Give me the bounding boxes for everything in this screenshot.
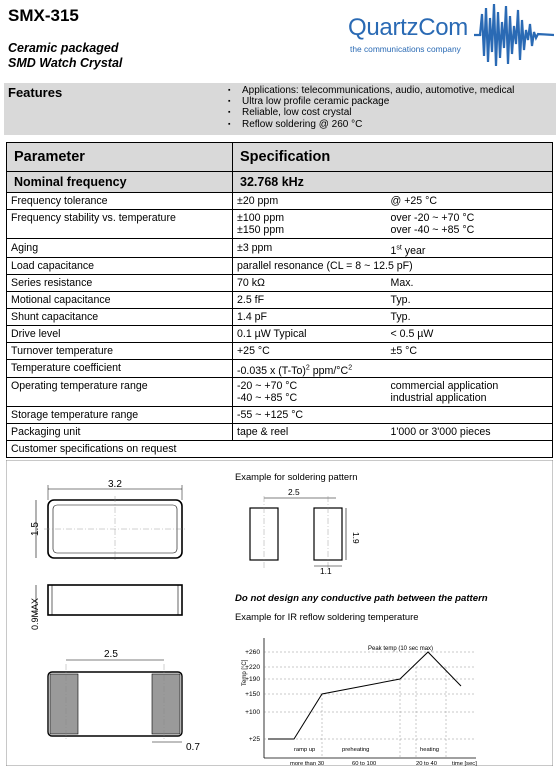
note-line: over -20 ~ +70 °C (390, 212, 475, 224)
table-footer-row (7, 440, 553, 457)
value-cell (233, 360, 553, 378)
reflow-axis-label: Temp [°C] (242, 659, 248, 686)
feature-item: ▪ Reliable, low cost crystal (228, 107, 514, 118)
value-cell: 0.1 µW Typical (233, 326, 387, 343)
feature-item: ▪ Reflow soldering @ 260 °C (228, 119, 514, 130)
param-cell: Shunt capacitance (7, 309, 233, 326)
dim-pad-span: 2.5 (104, 649, 118, 660)
header-specification: Specification (233, 143, 553, 172)
tick-220: +220 (245, 664, 260, 671)
nominal-label: Nominal frequency (7, 172, 233, 193)
subtitle-line-2: SMD Watch Crystal (8, 56, 123, 70)
aging-note: 1st year (390, 244, 426, 257)
note-line: commercial application (390, 379, 499, 392)
note-cell (387, 210, 553, 239)
value-line: ±100 ppm (237, 212, 285, 224)
dim-length: 3.2 (108, 479, 122, 490)
note-cell: Typ. (387, 292, 553, 309)
feature-item: ▪ Ultra low profile ceramic package (228, 96, 514, 107)
solder-span-dim: 2.5 (288, 487, 300, 497)
dim-height: 0.9MAX (30, 597, 40, 630)
note-cell: Typ. (387, 309, 553, 326)
nominal-frequency-row (7, 172, 553, 193)
phase-heating: heating (420, 747, 440, 753)
value-cell: 2.5 fF (233, 292, 387, 309)
param-cell: Packaging unit (7, 423, 233, 440)
param-cell: Series resistance (7, 275, 233, 292)
mechanical-drawings (6, 460, 553, 766)
table-row (7, 377, 553, 406)
param-cell: Turnover temperature (7, 343, 233, 360)
table-row (7, 360, 553, 378)
value-cell (233, 210, 387, 239)
footer-note: Customer specifications on request (7, 440, 553, 457)
value-cell (233, 377, 387, 406)
dim-pad: 0.7 (186, 742, 200, 753)
table-row (7, 210, 553, 239)
tick-260: +260 (245, 649, 260, 656)
reflow-title: Example for IR reflow soldering temperature (235, 611, 419, 622)
table-row (7, 343, 553, 360)
note-cell (387, 377, 553, 406)
note-cell (387, 406, 553, 423)
table-row (7, 193, 553, 210)
solder-height-dim: 1.9 (351, 532, 361, 544)
time-preheat: 60 to 100 (352, 761, 377, 766)
param-cell: Drive level (7, 326, 233, 343)
conductive-path-warning: Do not design any conductive path between the pattern (235, 593, 488, 604)
time-ramp: more than 30 (290, 761, 325, 766)
logo-tagline: the communications company (350, 44, 461, 54)
product-subtitle (8, 41, 122, 71)
note-line: industrial application (390, 392, 487, 405)
value-line: ±150 ppm (237, 224, 285, 237)
logo-name: QuartzCom (348, 14, 468, 41)
nominal-value: 32.768 kHz (233, 172, 553, 193)
value-line: -40 ~ +85 °C (237, 392, 298, 405)
table-header-row (7, 143, 553, 172)
param-cell: Motional capacitance (7, 292, 233, 309)
value-cell: +25 °C (233, 343, 387, 360)
tick-100: +100 (245, 709, 260, 716)
param-cell: Operating temperature range (7, 377, 233, 406)
tick-25: +25 (248, 736, 260, 743)
tick-190: +190 (245, 676, 260, 683)
note-cell: 1'000 or 3'000 pieces (387, 423, 553, 440)
table-row (7, 258, 553, 275)
phase-preheating: preheating (342, 747, 370, 753)
solder-pattern-title: Example for soldering pattern (235, 471, 358, 482)
note-cell (387, 239, 553, 258)
value-cell: ±20 ppm (233, 193, 387, 210)
model-number: SMX-315 (8, 6, 79, 25)
note-cell: ±5 °C (387, 343, 553, 360)
feature-item: ▪ Applications: telecommunications, audio, automotive, medical (228, 85, 514, 96)
solder-pad-dim: 1.1 (320, 566, 332, 576)
tick-150: +150 (245, 691, 260, 698)
table-row (7, 239, 553, 258)
value-cell: -55 ~ +125 °C (233, 406, 387, 423)
time-heating: 20 to 40 (416, 761, 437, 766)
param-cell: Aging (7, 239, 233, 258)
note-cell: < 0.5 µW (387, 326, 553, 343)
table-row (7, 275, 553, 292)
table-row (7, 326, 553, 343)
value-cell: parallel resonance (CL = 8 ~ 12.5 pF) (233, 258, 553, 275)
time-axis-label: time [sec] (452, 761, 477, 766)
value-cell: ±3 ppm (233, 239, 387, 258)
subtitle-line-1: Ceramic packaged (8, 41, 119, 55)
value-line: -20 ~ +70 °C (237, 379, 298, 392)
reflow-peak-label: Peak temp (10 sec max) (368, 646, 434, 652)
param-cell: Temperature coefficient (7, 360, 233, 378)
header-parameter: Parameter (7, 143, 233, 172)
table-row (7, 423, 553, 440)
dim-width: 1.5 (30, 522, 41, 536)
table-row (7, 309, 553, 326)
value-cell: 1.4 pF (233, 309, 387, 326)
value-cell: 70 kΩ (233, 275, 387, 292)
waveform-logo-icon (474, 4, 554, 66)
param-cell: Frequency tolerance (7, 193, 233, 210)
note-cell: Max. (387, 275, 553, 292)
note-cell: @ +25 °C (387, 193, 553, 210)
table-row (7, 406, 553, 423)
features-list (228, 85, 514, 130)
phase-ramp-up: ramp up (294, 747, 316, 753)
note-line: over -40 ~ +85 °C (390, 224, 475, 237)
table-row (7, 292, 553, 309)
param-cell: Frequency stability vs. temperature (7, 210, 233, 239)
specification-table (6, 142, 553, 458)
features-title: Features (8, 85, 63, 100)
param-cell: Load capacitance (7, 258, 233, 275)
temp-coefficient-value: -0.035 x $(T-To)^2$ ppm/$^\circ C^2$ (237, 364, 353, 377)
param-cell: Storage temperature range (7, 406, 233, 423)
value-cell: tape & reel (233, 423, 387, 440)
